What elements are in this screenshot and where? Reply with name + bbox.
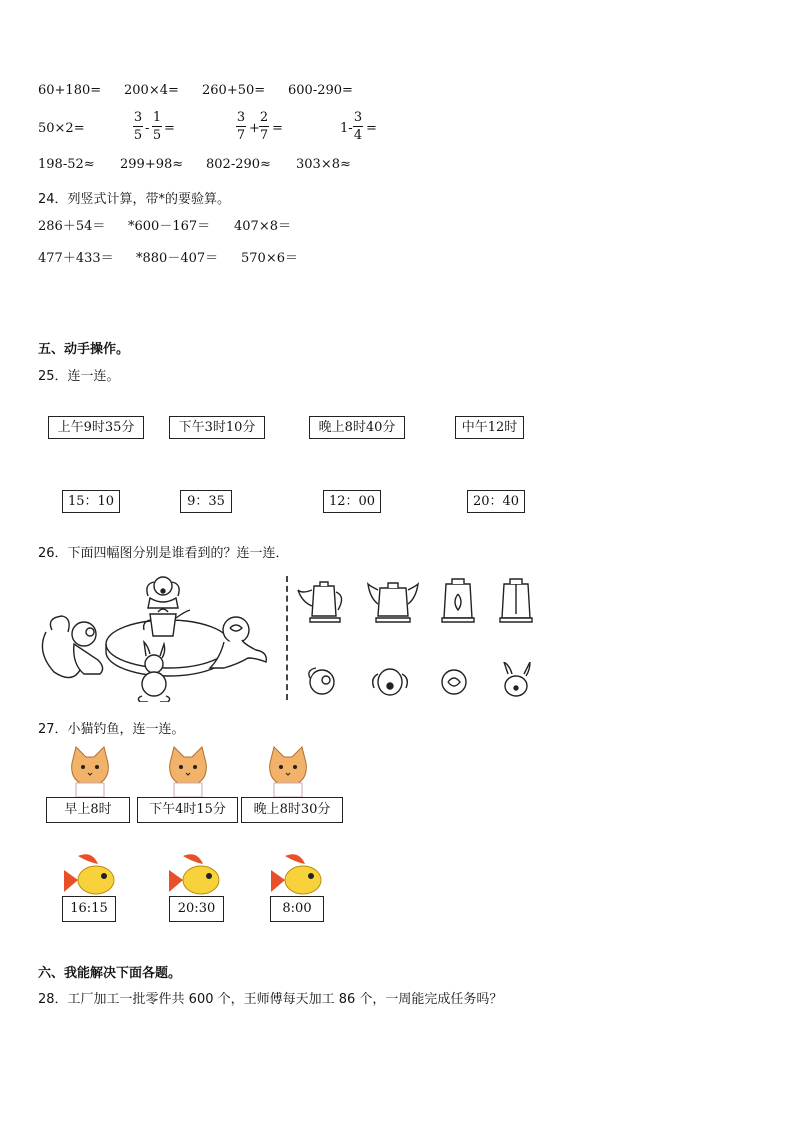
equals: = — [366, 121, 377, 136]
animals-around-table-scene — [38, 572, 278, 702]
fish-icon — [269, 852, 325, 898]
oral-item: 60+180= — [38, 83, 102, 98]
time-label-box[interactable]: 晚上8时40分 — [309, 416, 405, 439]
question-24-title: 24．列竖式计算，带*的要验算。 — [38, 192, 231, 207]
oral-item: 802-290≈ — [206, 157, 271, 172]
fish-time-box[interactable]: 16:15 — [62, 896, 116, 922]
teapot-views — [296, 576, 536, 628]
oral-item: 299+98≈ — [120, 157, 184, 172]
operator: - — [145, 121, 150, 136]
question-28: 28．工厂加工一批零件共 600 个，王师傅每天加工 86 个，一周能完成任务吗？ — [38, 992, 503, 1007]
oral-item: 198-52≈ — [38, 157, 95, 172]
vertical-calc-item: 477＋433＝ — [38, 251, 114, 266]
fish-time-box[interactable]: 20:30 — [169, 896, 224, 922]
vertical-calc-item: 286＋54＝ — [38, 219, 106, 234]
vertical-calc-item: *600－167＝ — [128, 219, 211, 234]
equals: = — [272, 121, 283, 136]
time-label-box[interactable]: 上午9时35分 — [48, 416, 144, 439]
dog-icon — [373, 669, 408, 695]
operator: 1- — [340, 121, 353, 136]
teapot-icon — [442, 579, 474, 622]
cat-time-box[interactable]: 下午4时15分 — [137, 797, 238, 823]
section-5-title: 五、动手操作。 — [38, 342, 130, 357]
oral-item: 200×4= — [124, 83, 179, 98]
vertical-calc-item: 407×8＝ — [234, 219, 291, 234]
monkey-icon — [442, 670, 466, 694]
fish-icon — [167, 852, 223, 898]
cat-time-box[interactable]: 早上8时 — [46, 797, 130, 823]
rabbit-icon — [504, 662, 530, 696]
question-25-title: 25．连一连。 — [38, 369, 120, 384]
fraction: 3 4 — [353, 110, 363, 143]
divider-line — [286, 576, 288, 700]
cat-icon — [164, 743, 212, 797]
oral-item: 50×2= — [38, 121, 85, 136]
clock-time-box[interactable]: 20：40 — [467, 490, 525, 513]
oral-item: 600-290= — [288, 83, 353, 98]
clock-time-box[interactable]: 9：35 — [180, 490, 232, 513]
clock-time-box[interactable]: 12：00 — [323, 490, 381, 513]
fish-time-box[interactable]: 8:00 — [270, 896, 324, 922]
fraction: 1 5 — [152, 110, 162, 143]
clock-time-box[interactable]: 15：10 — [62, 490, 120, 513]
oral-item: 303×8≈ — [296, 157, 351, 172]
time-label-box[interactable]: 中午12时 — [455, 416, 524, 439]
fraction: 3 5 — [133, 110, 143, 143]
cat-icon — [264, 743, 312, 797]
oral-item: 260+50= — [202, 83, 266, 98]
question-27-title: 27．小猫钓鱼，连一连。 — [38, 722, 185, 737]
vertical-calc-item: 570×6＝ — [241, 251, 298, 266]
fraction: 2 7 — [259, 110, 269, 143]
section-6-title: 六、我能解决下面各题。 — [38, 966, 182, 981]
fish-icon — [62, 852, 118, 898]
teapot-icon — [298, 582, 342, 622]
vertical-calc-item: *880－407＝ — [136, 251, 219, 266]
squirrel-icon — [309, 668, 334, 694]
time-label-box[interactable]: 下午3时10分 — [169, 416, 265, 439]
equals: = — [164, 121, 175, 136]
cat-time-box[interactable]: 晚上8时30分 — [241, 797, 343, 823]
cat-icon — [66, 743, 114, 797]
question-26-title: 26．下面四幅图分别是谁看到的？连一连． — [38, 546, 289, 561]
animal-heads — [304, 662, 536, 702]
operator: + — [249, 121, 260, 136]
teapot-icon — [500, 579, 532, 622]
fraction: 3 7 — [236, 110, 246, 143]
teapot-icon — [368, 583, 418, 622]
